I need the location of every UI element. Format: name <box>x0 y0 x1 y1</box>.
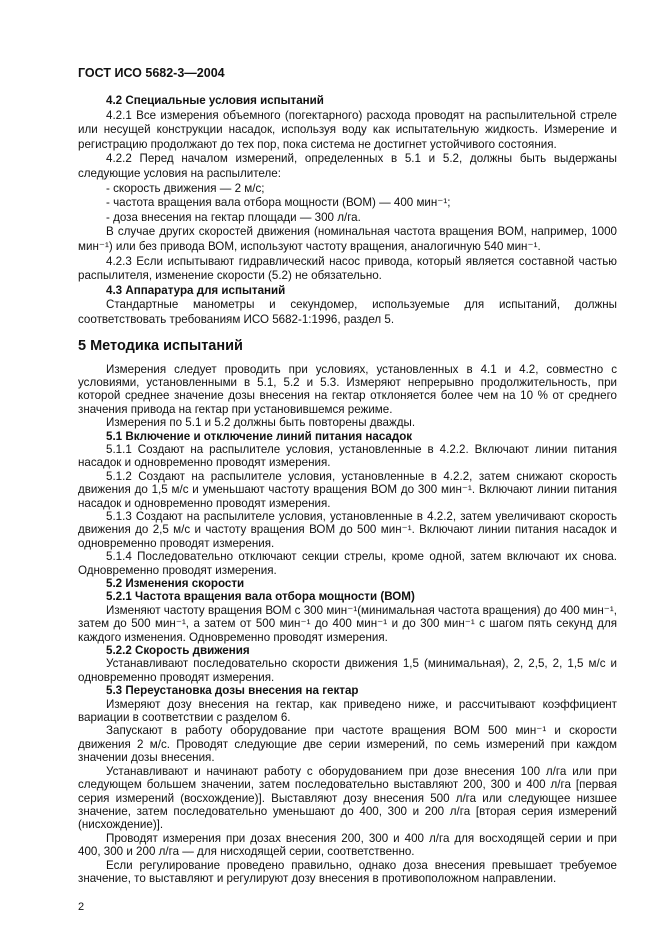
list-item: - доза внесения на гектар площади — 300 л/га. <box>106 210 361 224</box>
document-header: ГОСТ ИСО 5682-3—2004 <box>78 66 225 80</box>
heading-5-3: 5.3 Переустановка дозы внесения на гектар <box>106 684 359 698</box>
heading-4-3: 4.3 Аппаратура для испытаний <box>106 283 286 297</box>
paragraph: Измерения по 5.1 и 5.2 должны быть повторены дважды. <box>106 416 416 430</box>
heading-5-2-1: 5.2.1 Частота вращения вала отбора мощности (ВОМ) <box>106 590 415 604</box>
paragraph-4-2-3: 4.2.3 Если испытывают гидравлический насос привода, который является составной частью распылителя, изменение скорости (5.2) не обязательно. <box>78 254 617 283</box>
page-number: 2 <box>78 901 85 914</box>
paragraph-5-1-4: 5.1.4 Последовательно отключают секции стрелы, кроме одной, затем включают их снова. Одновременно проводят измерения. <box>78 550 617 577</box>
paragraph-4-2-2: 4.2.2 Перед началом измерений, определенных в 5.1 и 5.2, должны быть выдержаны следующие условия на распылителе: <box>78 152 617 180</box>
paragraph: Измерения следует проводить при условиях, установленных в 4.1 и 4.2, совместно с условиями, установленными в 5.1, 5.2 и 5.3. Измеряют непрерывно продолжительность, при которой среднее значение дозы внесения на гектар отклоняется более чем на 10 % от среднего значения привода на гектар при установившемся режиме. <box>78 362 617 416</box>
heading-4-2: 4.2 Специальные условия испытаний <box>106 94 324 107</box>
paragraph: Если регулирование проведено правильно, однако доза внесения превышает требуемое значение, то выставляют и регулируют дозу внесения в противоположном направлении. <box>78 858 617 885</box>
paragraph-5-1-1: 5.1.1 Создают на распылителе условия, установленные в 4.2.2. Включают линии питания насадок и одновременно проводят измерения. <box>78 442 617 470</box>
paragraph-4-3: Стандартные манометры и секундомер, используемые для испытаний, должны соответствовать требованиям ИСО 5682-1:1996, раздел 5. <box>78 298 617 326</box>
paragraph-4-2-1: 4.2.1 Все измерения объемного (погектарного) расхода проводят на распылительной стреле или несущей конструкции насадок, используя воду как испытательную жидкость. Измерение и регистрацию продолжают до тех пор, пока система не достигнет устойчивого состояния. <box>78 108 617 151</box>
paragraph-5-1-2: 5.1.2 Создают на распылителе условия, установленные в 4.2.2, затем снижают скорость движения до 1,5 м/с и уменьшают частоту вращения ВОМ до 300 мин⁻¹. Включают линии питания насадок и одновременно проводят измерения. <box>78 469 617 510</box>
document-page <box>78 0 617 934</box>
paragraph: Устанавливают и начинают работу с оборудованием при дозе внесения 100 л/га или при следующем большем значении, затем последовательно выставляют 200, 300 и 400 л/га [первая серия измерений (восхождение)]. Выставляют дозу внесения 500 л/га или следующее низшее значение, затем последовательно уменьшают до 400, 300 и 200 л/га [вторая серия измерений (нисхождение)]. <box>78 764 617 832</box>
section-4-2-4-3 <box>78 94 617 328</box>
heading-5-2: 5.2 Изменения скорости <box>106 577 245 590</box>
list-item: - скорость движения — 2 м/с; <box>106 181 265 195</box>
paragraph-other-speeds: В случае других скоростей движения (номинальная частота вращения ВОМ, например, 1000 мин⁻¹) или без привода ВОМ, используют частоту вращения, аналогичную 540 мин⁻¹. <box>78 225 617 253</box>
paragraph: Запускают в работу оборудование при частоте вращения ВОМ 500 мин⁻¹ и скорости движения 2 м/с. Проводят следующие две серии измерений, по семь измерений при каждом значении дозы внесения. <box>78 724 617 765</box>
heading-5: 5 Методика испытаний <box>78 337 243 354</box>
paragraph-5-1-3: 5.1.3 Создают на распылителе условия, установленные в 4.2.2, затем увеличивают скорость движения до 2,5 м/с и частоту вращения ВОМ до 500 мин⁻¹. Включают линии питания насадок и одновременно проводят измерения. <box>78 509 617 550</box>
paragraph: Измеряют дозу внесения на гектар, как приведено ниже, и рассчитывают коэффициент вариации в соответствии с разделом 6. <box>78 697 617 725</box>
paragraph-5-2-2: Устанавливают последовательно скорости движения 1,5 (минимальная), 2, 2,5, 2, 1,5 м/с и одновременно проводят измерения. <box>78 657 617 684</box>
paragraph: Проводят измерения при дозах внесения 200, 300 и 400 л/га для восходящей серии и при 400, 300 и 200 л/га — для нисходящей серии, соответственно. <box>78 831 617 859</box>
paragraph-5-2-1: Изменяют частоту вращения ВОМ с 300 мин⁻¹(минимальная частота вращения) до 400 мин⁻¹, затем до 500 мин⁻¹, а затем от 500 мин⁻¹ до 400 мин⁻¹ и до 300 мин⁻¹ с шагом пять секунд для каждого изменения. Одновременно проводят измерения. <box>78 603 617 644</box>
heading-5-1: 5.1 Включение и отключение линий питания насадок <box>106 429 413 443</box>
heading-5-2-2: 5.2.2 Скорость движения <box>106 644 250 658</box>
list-item: - частота вращения вала отбора мощности (ВОМ) — 400 мин⁻¹; <box>106 196 451 210</box>
section-5 <box>78 363 617 886</box>
